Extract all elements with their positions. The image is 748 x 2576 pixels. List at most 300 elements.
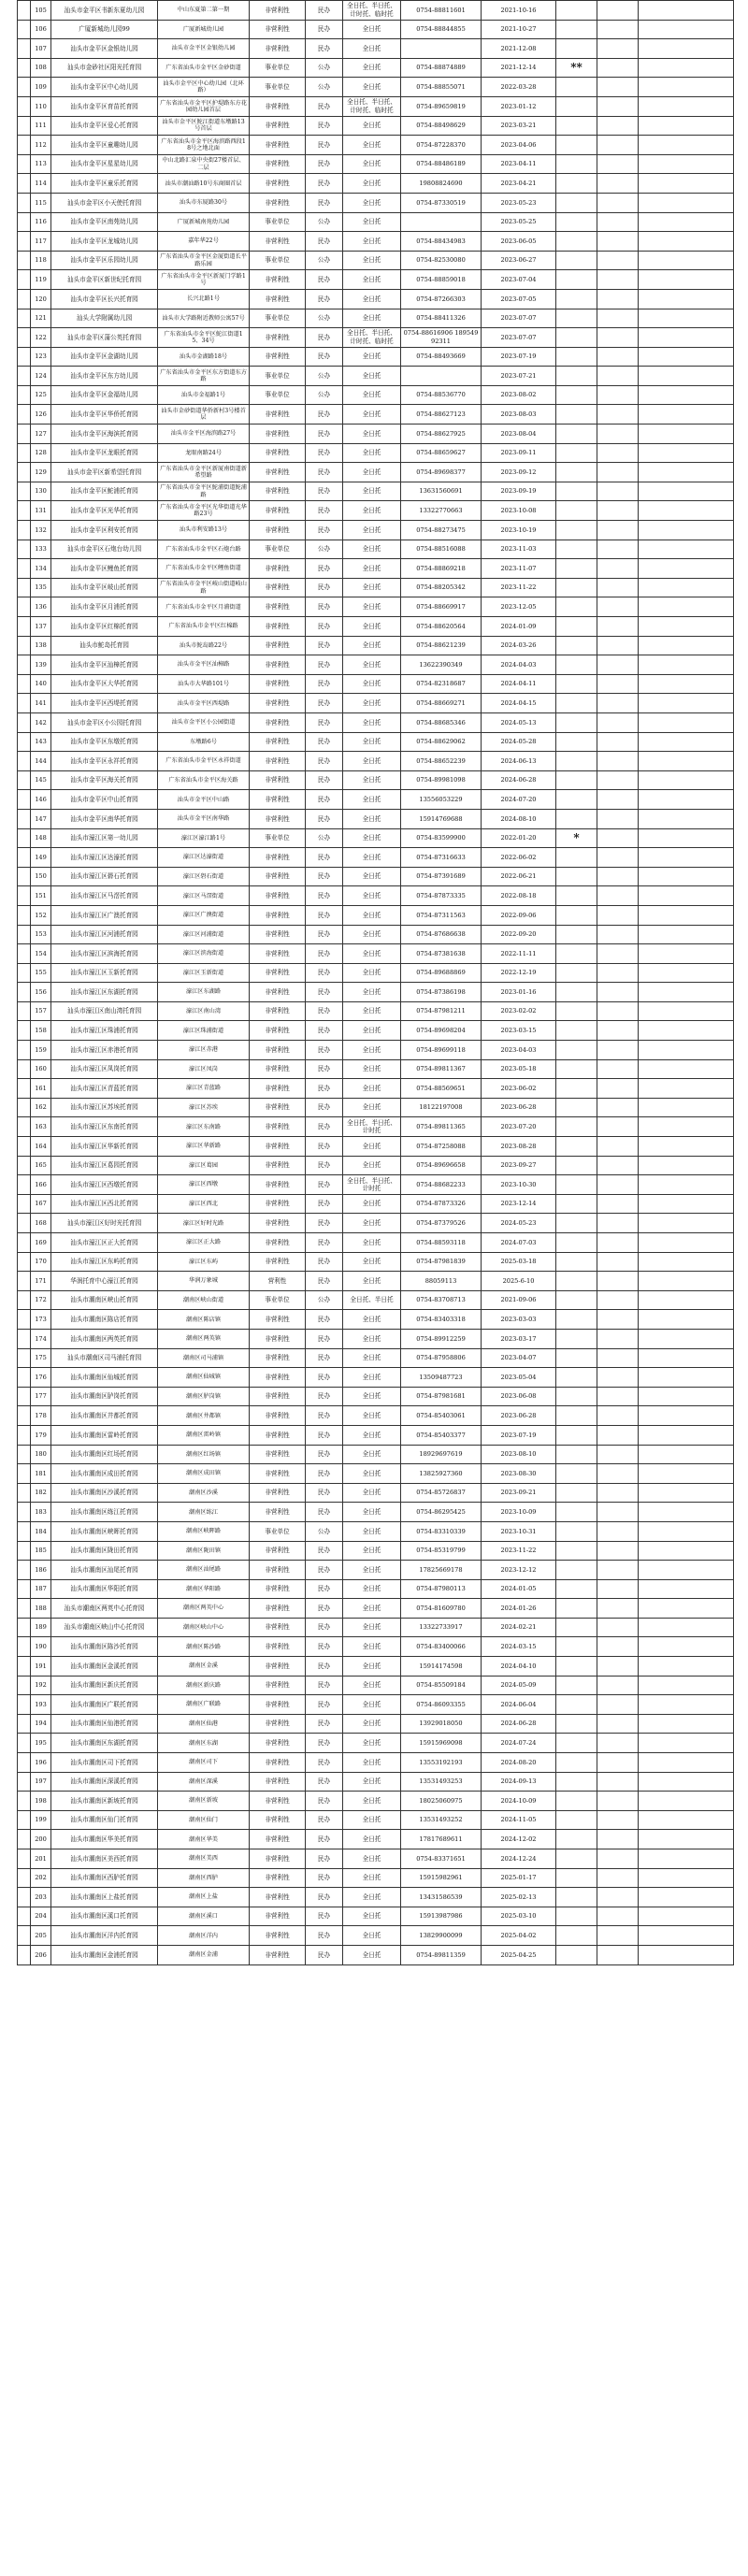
table-row <box>18 1252 734 1272</box>
cell-name: 汕头市潮南区仙港托育园 <box>51 1714 158 1734</box>
cell-type: 非营利性 <box>250 1137 306 1157</box>
blank-cell <box>639 752 734 771</box>
cell-type: 非营利性 <box>250 636 306 655</box>
cell-no: 186 <box>31 1561 51 1580</box>
cell-no: 178 <box>31 1406 51 1426</box>
cell-type: 非营利性 <box>250 674 306 694</box>
cell-mark <box>556 1387 597 1406</box>
cell-name: 汕头市濠江区珠浦托育园 <box>51 1021 158 1041</box>
cell-mark <box>556 39 597 59</box>
blank-cell <box>18 1425 31 1445</box>
cell-own: 民办 <box>306 1695 343 1715</box>
cell-no: 113 <box>31 154 51 174</box>
cell-type: 非营利性 <box>250 905 306 925</box>
cell-own: 民办 <box>306 1214 343 1233</box>
blank-cell <box>18 116 31 136</box>
blank-cell <box>639 289 734 309</box>
cell-mark <box>556 1329 597 1348</box>
cell-addr: 广东省汕头市金平区新厦南街道新希望路 <box>158 463 250 482</box>
cell-date: 2022-11-11 <box>482 944 556 964</box>
blank-cell <box>639 251 734 270</box>
cell-phone: 0754-87873335 <box>401 886 482 906</box>
blank-cell <box>597 96 639 116</box>
blank-cell <box>597 867 639 886</box>
cell-addr: 潮南区练江 <box>158 1503 250 1522</box>
blank-cell <box>639 1618 734 1637</box>
cell-no: 138 <box>31 636 51 655</box>
blank-cell <box>18 443 31 463</box>
blank-cell <box>597 463 639 482</box>
blank-cell <box>639 1059 734 1079</box>
cell-own: 民办 <box>306 1117 343 1137</box>
cell-name: 汕头市潮南区红场托育园 <box>51 1445 158 1464</box>
cell-scale: 全日托 <box>343 963 401 983</box>
blank-cell <box>18 58 31 78</box>
blank-cell <box>639 636 734 655</box>
cell-scale: 全日托 <box>343 136 401 155</box>
cell-scale: 全日托 <box>343 1464 401 1484</box>
cell-type: 非营利性 <box>250 983 306 1002</box>
blank-cell <box>18 1059 31 1079</box>
cell-type: 非营利性 <box>250 96 306 116</box>
blank-cell <box>597 1445 639 1464</box>
table-row <box>18 136 734 155</box>
cell-own: 民办 <box>306 1830 343 1849</box>
cell-date: 2023-11-03 <box>482 540 556 559</box>
cell-mark <box>556 617 597 637</box>
cell-phone: 0754-87981211 <box>401 1001 482 1021</box>
blank-cell <box>18 1561 31 1580</box>
cell-own: 民办 <box>306 1734 343 1753</box>
cell-date: 2024-06-28 <box>482 1714 556 1734</box>
cell-addr: 广东省汕头市金平区海关路 <box>158 770 250 790</box>
table-row <box>18 367 734 386</box>
cell-addr: 潮南区雷岭镇 <box>158 1425 250 1445</box>
cell-type: 非营利性 <box>250 1406 306 1426</box>
cell-date: 2022-06-21 <box>482 867 556 886</box>
cell-no: 154 <box>31 944 51 964</box>
cell-own: 民办 <box>306 405 343 425</box>
table-row <box>18 39 734 59</box>
cell-own: 民办 <box>306 617 343 637</box>
blank-cell <box>597 905 639 925</box>
cell-date: 2024-03-15 <box>482 1637 556 1657</box>
cell-name: 汕头市濠江区好时光托育园 <box>51 1214 158 1233</box>
blank-cell <box>597 848 639 868</box>
cell-name: 汕头市金平区小天使托育园 <box>51 193 158 212</box>
table-row <box>18 617 734 637</box>
table-row <box>18 848 734 868</box>
cell-type: 非营利性 <box>250 1079 306 1099</box>
cell-phone: 0754-82530080 <box>401 251 482 270</box>
cell-own: 民办 <box>306 1945 343 1964</box>
cell-date: 2023-03-17 <box>482 1329 556 1348</box>
cell-own: 公办 <box>306 1521 343 1541</box>
cell-phone: 0754-87316633 <box>401 848 482 868</box>
blank-cell <box>18 154 31 174</box>
cell-phone: 0754-87228370 <box>401 136 482 155</box>
cell-no: 153 <box>31 925 51 944</box>
blank-cell <box>639 463 734 482</box>
cell-mark <box>556 1714 597 1734</box>
cell-scale: 全日托 <box>343 1001 401 1021</box>
cell-own: 民办 <box>306 1541 343 1561</box>
table-row <box>18 983 734 1002</box>
cell-mark <box>556 1079 597 1099</box>
table-row <box>18 116 734 136</box>
cell-own: 民办 <box>306 963 343 983</box>
cell-mark <box>556 328 597 348</box>
table-row <box>18 1541 734 1561</box>
cell-scale: 全日托 <box>343 309 401 328</box>
cell-addr: 汕头市金平区西堤路 <box>158 694 250 713</box>
blank-cell <box>639 867 734 886</box>
cell-type: 非营利性 <box>250 1753 306 1773</box>
cell-mark <box>556 1868 597 1888</box>
cell-no: 176 <box>31 1368 51 1388</box>
cell-name: 汕头市金平区龙城幼儿园 <box>51 232 158 252</box>
table-row <box>18 501 734 521</box>
cell-scale: 全日托 <box>343 39 401 59</box>
blank-cell <box>597 1888 639 1907</box>
cell-own: 公办 <box>306 828 343 848</box>
cell-date: 2024-10-09 <box>482 1792 556 1811</box>
cell-addr: 濠江区达濠街道 <box>158 848 250 868</box>
cell-name: 汕头市金平区汕樟托育园 <box>51 655 158 675</box>
cell-mark <box>556 1637 597 1657</box>
blank-cell <box>597 886 639 906</box>
table-row <box>18 174 734 194</box>
cell-scale: 全日托 <box>343 367 401 386</box>
cell-name: 汕头市潮南区峡山托育园 <box>51 1290 158 1310</box>
cell-phone: 13531493252 <box>401 1810 482 1830</box>
cell-name: 汕头市潮南区上盐托育园 <box>51 1888 158 1907</box>
blank-cell <box>639 425 734 444</box>
cell-no: 187 <box>31 1579 51 1599</box>
blank-cell <box>639 944 734 964</box>
cell-phone: 0754-87958806 <box>401 1348 482 1368</box>
table-row <box>18 1001 734 1021</box>
blank-cell <box>18 1714 31 1734</box>
table-row <box>18 905 734 925</box>
cell-date: 2023-09-19 <box>482 482 556 501</box>
cell-addr: 潮南区仙港 <box>158 1714 250 1734</box>
cell-scale: 全日托 <box>343 116 401 136</box>
cell-addr: 濠江区广澳街道 <box>158 905 250 925</box>
blank-cell <box>597 1830 639 1849</box>
cell-phone <box>401 367 482 386</box>
blank-cell <box>639 597 734 617</box>
cell-name: 汕头市濠江区达濠托育园 <box>51 848 158 868</box>
cell-type: 非营利性 <box>250 1503 306 1522</box>
cell-addr: 濠江区礐石街道 <box>158 867 250 886</box>
table-row <box>18 1079 734 1099</box>
blank-cell <box>597 116 639 136</box>
blank-cell <box>597 1599 639 1619</box>
blank-cell <box>18 251 31 270</box>
table-row <box>18 425 734 444</box>
cell-scale: 全日托 <box>343 1252 401 1272</box>
table-row <box>18 347 734 367</box>
cell-name: 汕头市濠江区礐石托育园 <box>51 867 158 886</box>
cell-mark <box>556 752 597 771</box>
cell-addr: 广东省汕头市金平区永祥街道 <box>158 752 250 771</box>
blank-cell <box>639 212 734 232</box>
cell-name: 汕头市濠江区南山湾托育园 <box>51 1001 158 1021</box>
blank-cell <box>18 405 31 425</box>
cell-date: 2023-07-07 <box>482 328 556 348</box>
cell-phone: 13631560691 <box>401 482 482 501</box>
cell-name: 汕头市潮南区新坡托育园 <box>51 1792 158 1811</box>
blank-cell <box>597 963 639 983</box>
cell-scale: 全日托 <box>343 270 401 290</box>
blank-cell <box>18 1849 31 1869</box>
cell-scale: 全日托 <box>343 1348 401 1368</box>
blank-cell <box>597 405 639 425</box>
cell-own: 民办 <box>306 1041 343 1060</box>
cell-phone: 0754-87379526 <box>401 1214 482 1233</box>
table-row <box>18 1926 734 1946</box>
cell-no: 109 <box>31 78 51 97</box>
table-row <box>18 58 734 78</box>
cell-own: 民办 <box>306 1753 343 1773</box>
cell-type: 事业单位 <box>250 1290 306 1310</box>
cell-name: 汕头市金平区中心幼儿园 <box>51 78 158 97</box>
cell-phone: 0754-88627123 <box>401 405 482 425</box>
cell-no: 169 <box>31 1233 51 1253</box>
cell-addr: 广东省汕头市金平区鮀江街道15、34号 <box>158 328 250 348</box>
table-row <box>18 309 734 328</box>
cell-addr: 潮南区金浦 <box>158 1945 250 1964</box>
cell-name: 汕头市金平区鲤鱼托育园 <box>51 559 158 579</box>
blank-cell <box>639 136 734 155</box>
cell-type: 非营利性 <box>250 732 306 752</box>
cell-date: 2023-12-12 <box>482 1561 556 1580</box>
blank-cell <box>597 193 639 212</box>
cell-date: 2023-08-02 <box>482 385 556 405</box>
cell-mark <box>556 1464 597 1484</box>
cell-name: 汕头市濠江区玉新托育园 <box>51 963 158 983</box>
blank-cell <box>639 1348 734 1368</box>
blank-cell <box>639 1175 734 1195</box>
table-row <box>18 752 734 771</box>
cell-phone: 0754-88620564 <box>401 617 482 637</box>
blank-cell <box>639 1503 734 1522</box>
cell-own: 民办 <box>306 867 343 886</box>
cell-type: 非营利性 <box>250 1868 306 1888</box>
cell-own: 民办 <box>306 1579 343 1599</box>
cell-name: 汕头市金砂社区阳光托育园 <box>51 58 158 78</box>
cell-own: 民办 <box>306 1156 343 1175</box>
cell-addr: 濠江区南山湾 <box>158 1001 250 1021</box>
cell-no: 158 <box>31 1021 51 1041</box>
cell-addr: 濠江区东湖路 <box>158 983 250 1002</box>
cell-scale: 全日托 <box>343 1387 401 1406</box>
cell-addr: 广东省汕头市金平区海滨路西段18号之地北面 <box>158 136 250 155</box>
cell-no: 205 <box>31 1926 51 1946</box>
cell-date: 2024-04-15 <box>482 694 556 713</box>
cell-type: 非营利性 <box>250 405 306 425</box>
cell-no: 139 <box>31 655 51 675</box>
table-row <box>18 1830 734 1849</box>
cell-phone: 15915969098 <box>401 1734 482 1753</box>
blank-cell <box>18 617 31 637</box>
cell-own: 民办 <box>306 136 343 155</box>
cell-no: 185 <box>31 1541 51 1561</box>
cell-type: 非营利性 <box>250 1041 306 1060</box>
blank-cell <box>639 1098 734 1117</box>
cell-own: 民办 <box>306 1599 343 1619</box>
blank-cell <box>18 1021 31 1041</box>
cell-type: 非营利性 <box>250 790 306 810</box>
cell-type: 事业单位 <box>250 828 306 848</box>
blank-cell <box>639 309 734 328</box>
table-row <box>18 405 734 425</box>
cell-own: 民办 <box>306 1810 343 1830</box>
cell-no: 180 <box>31 1445 51 1464</box>
cell-name: 汕头市潮南区广联托育园 <box>51 1695 158 1715</box>
cell-type: 非营利性 <box>250 1945 306 1964</box>
cell-own: 民办 <box>306 1772 343 1792</box>
cell-no: 173 <box>31 1310 51 1330</box>
blank-cell <box>639 732 734 752</box>
blank-cell <box>18 1175 31 1195</box>
blank-cell <box>639 1464 734 1484</box>
cell-addr: 潮南区沙溪 <box>158 1483 250 1503</box>
cell-name: 汕头市金平区华侨托育园 <box>51 405 158 425</box>
cell-type: 非营利性 <box>250 809 306 828</box>
blank-cell <box>639 1425 734 1445</box>
table-row <box>18 1156 734 1175</box>
cell-mark <box>556 385 597 405</box>
blank-cell <box>639 1772 734 1792</box>
cell-phone: 0754-87981839 <box>401 1252 482 1272</box>
cell-scale: 全日托 <box>343 1368 401 1388</box>
cell-phone: 0754-88669917 <box>401 597 482 617</box>
cell-date: 2023-01-12 <box>482 96 556 116</box>
cell-own: 公办 <box>306 78 343 97</box>
cell-own: 民办 <box>306 232 343 252</box>
blank-cell <box>597 694 639 713</box>
cell-mark <box>556 309 597 328</box>
cell-date: 2023-10-19 <box>482 521 556 540</box>
blank-cell <box>597 1618 639 1637</box>
cell-mark <box>556 1445 597 1464</box>
blank-cell <box>639 232 734 252</box>
blank-cell <box>597 385 639 405</box>
cell-scale: 全日托 <box>343 1079 401 1099</box>
cell-no: 166 <box>31 1175 51 1195</box>
cell-addr: 濠江区好时光路 <box>158 1214 250 1233</box>
cell-scale: 全日托 <box>343 905 401 925</box>
cell-scale: 全日托 <box>343 848 401 868</box>
cell-scale: 全日托 <box>343 1194 401 1214</box>
cell-scale: 全日托 <box>343 174 401 194</box>
cell-type: 非营利性 <box>250 289 306 309</box>
cell-no: 204 <box>31 1907 51 1926</box>
blank-cell <box>18 1792 31 1811</box>
cell-name: 汕头市金平区龙眼托育园 <box>51 443 158 463</box>
cell-no: 130 <box>31 482 51 501</box>
blank-cell <box>597 1001 639 1021</box>
cell-type: 非营利性 <box>250 1849 306 1869</box>
cell-name: 汕头市潮南区新庆托育园 <box>51 1676 158 1695</box>
cell-no: 161 <box>31 1079 51 1099</box>
cell-name: 汕头市潮南区两英中心托育园 <box>51 1599 158 1619</box>
blank-cell <box>639 790 734 810</box>
table-row <box>18 232 734 252</box>
kindergarten-table <box>17 0 734 1965</box>
cell-scale: 全日托 <box>343 1888 401 1907</box>
cell-date: 2023-08-04 <box>482 425 556 444</box>
cell-scale: 全日托 <box>343 1483 401 1503</box>
cell-type: 非营利性 <box>250 559 306 579</box>
cell-phone: 0754-89696658 <box>401 1156 482 1175</box>
cell-no: 189 <box>31 1618 51 1637</box>
blank-cell <box>18 770 31 790</box>
cell-type: 非营利性 <box>250 1310 306 1330</box>
cell-no: 106 <box>31 20 51 39</box>
blank-cell <box>18 78 31 97</box>
cell-addr: 潮南区新坡 <box>158 1792 250 1811</box>
blank-cell <box>639 1137 734 1157</box>
cell-phone: 0754-85509184 <box>401 1676 482 1695</box>
table-row <box>18 1734 734 1753</box>
cell-scale: 全日托 <box>343 385 401 405</box>
cell-own: 民办 <box>306 732 343 752</box>
blank-cell <box>639 1 734 21</box>
cell-own: 民办 <box>306 96 343 116</box>
blank-cell <box>18 828 31 848</box>
cell-date: 2024-04-11 <box>482 674 556 694</box>
blank-cell <box>639 1830 734 1849</box>
cell-own: 民办 <box>306 1001 343 1021</box>
cell-name: 汕头市金平区乐园幼儿园 <box>51 251 158 270</box>
cell-addr: 濠江区葛园 <box>158 1156 250 1175</box>
blank-cell <box>597 328 639 348</box>
cell-name: 汕头市潮南区峡山中心托育园 <box>51 1618 158 1637</box>
cell-own: 民办 <box>306 1252 343 1272</box>
blank-cell <box>597 1272 639 1291</box>
cell-phone: 15914174598 <box>401 1657 482 1677</box>
table-row <box>18 925 734 944</box>
table-row <box>18 1464 734 1484</box>
cell-own: 民办 <box>306 1676 343 1695</box>
cell-name: 汕头市濠江区赤港托育园 <box>51 1041 158 1060</box>
blank-cell <box>597 1137 639 1157</box>
cell-type: 非营利性 <box>250 193 306 212</box>
blank-cell <box>597 1079 639 1099</box>
table-row <box>18 867 734 886</box>
cell-name: 汕头市潮南区陇田托育园 <box>51 1541 158 1561</box>
cell-scale: 全日托 <box>343 944 401 964</box>
cell-addr: 潮南区峡山中心 <box>158 1618 250 1637</box>
cell-date: 2024-01-09 <box>482 617 556 637</box>
blank-cell <box>639 521 734 540</box>
blank-cell <box>18 1753 31 1773</box>
blank-cell <box>18 1329 31 1348</box>
cell-date: 2024-06-28 <box>482 770 556 790</box>
cell-mark <box>556 886 597 906</box>
cell-addr: 濠江区西墩 <box>158 1175 250 1195</box>
blank-cell <box>597 154 639 174</box>
cell-type: 非营利性 <box>250 1637 306 1657</box>
cell-addr: 濠江区濠江路1号 <box>158 828 250 848</box>
cell-no: 157 <box>31 1001 51 1021</box>
cell-scale: 全日托 <box>343 674 401 694</box>
cell-no: 140 <box>31 674 51 694</box>
blank-cell <box>18 1 31 21</box>
